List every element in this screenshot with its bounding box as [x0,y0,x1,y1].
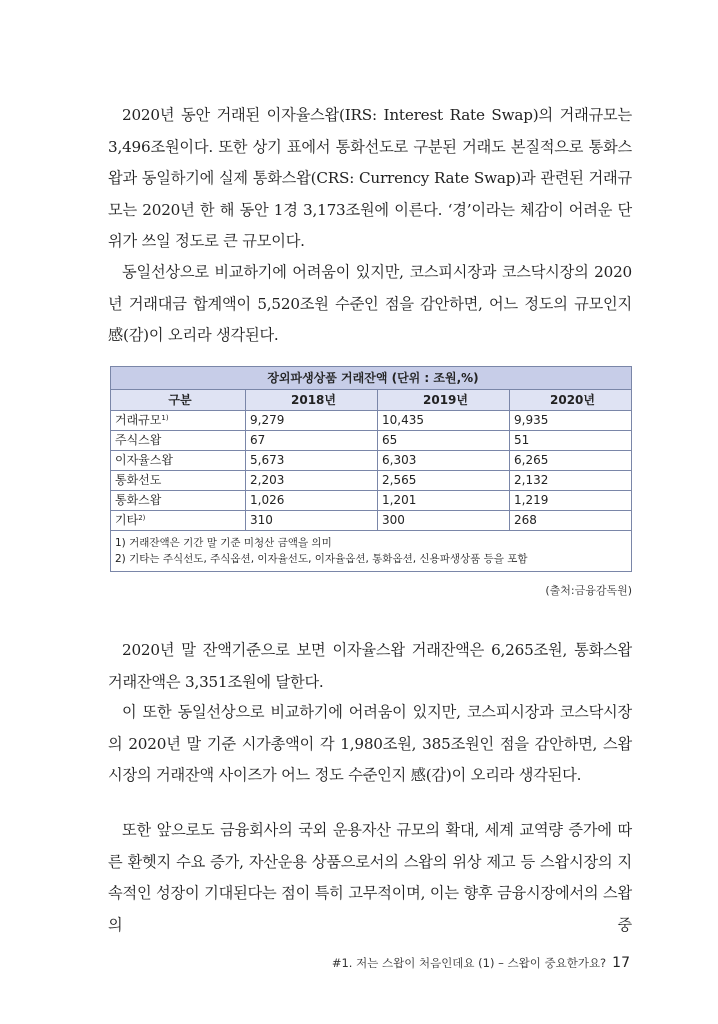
table-cell: 2,132 [510,471,632,491]
table-cell: 300 [378,511,510,531]
paragraph-2: 동일선상으로 비교하기에 어려움이 있지만, 코스피시장과 코스닥시장의 2020년 거래대금 합계액이 5,520조원 수준인 점을 감안하면, 어느 정도의 규모인지 感(감)이 오리라 생각된다. [108,263,632,344]
table-cell: 1,201 [378,491,510,511]
table-header: 2020년 [510,390,632,411]
table-header: 2018년 [246,390,378,411]
table-cell: 5,673 [246,451,378,471]
table-note: 1) 거래잔액은 기간 말 기준 미청산 금액을 의미 [115,537,332,549]
table-row [111,451,632,471]
table-cell: 6,265 [510,451,632,471]
paragraph-1: 2020년 동안 거래된 이자율스왑(IRS: Interest Rate Swap)의 거래규모는 3,496조원이다. 또한 상기 표에서 통화선도로 구분된 거래도 본질적으로 통화스왑과 동일하기에 실제 통화스왑(CRS: Currency Rate Swap)과 관련된 거래규모는 2020년 한 해 동안 1경 3,173조원에 이른다. ‘경’이라는 체감이 어려운 단위가 쓰일 정도로 큰 규모이다. [108,106,632,250]
page-number: 17 [612,955,630,971]
table-cell: 6,303 [378,451,510,471]
paragraph-5: 또한 앞으로도 금융회사의 국외 운용자산 규모의 확대, 세계 교역량 증가에 따른 환헷지 수요 증가, 자산운용 상품으로서의 스왑의 위상 제고 등 스왑시장의 지속적인 성장이 기대된다는 점이 특히 고무적이며, 이는 향후 금융시장에서의 스왑의 중 [108,821,632,934]
table-header: 2019년 [378,390,510,411]
row-label: 통화선도 [115,473,162,487]
table-row [111,471,632,491]
table-source: (출처:금융감독원) [545,584,632,597]
table-row [111,491,632,511]
footnote-mark: 1) [161,414,169,422]
table-cell: 9,935 [510,411,632,431]
table-cell: 51 [510,431,632,451]
paragraph-4: 이 또한 동일선상으로 비교하기에 어려움이 있지만, 코스피시장과 코스닥시장의 2020년 말 기준 시가총액이 각 1,980조원, 385조원인 점을 감안하면, 스왑시장의 거래잔액 사이즈가 어느 정도 수준인지 感(감)이 오리라 생각된다. [108,703,632,784]
table-row [111,431,632,451]
table-cell: 1,219 [510,491,632,511]
footnote-mark: 2) [138,514,146,522]
row-label: 기타 [115,513,139,527]
table-note: 2) 기타는 주식선도, 주식옵션, 이자율선도, 이자율옵션, 통화옵션, 신용파생상품 등을 포함 [115,553,528,565]
row-label: 주식스왑 [115,433,162,447]
paragraph-3: 2020년 말 잔액기준으로 보면 이자율스왑 거래잔액은 6,265조원, 통화스왑 거래잔액은 3,351조원에 달한다. [108,641,632,691]
table-cell: 10,435 [378,411,510,431]
table-title: 장외파생상품 거래잔액 (단위 : 조원,%) [111,367,632,390]
table-cell: 268 [510,511,632,531]
table-notes [111,531,632,572]
table-cell: 1,026 [246,491,378,511]
table-cell: 2,565 [378,471,510,491]
table-cell: 2,203 [246,471,378,491]
table-header: 구분 [111,390,246,411]
table-row [111,511,632,531]
row-label: 통화스왑 [115,493,162,507]
derivatives-balance-table [110,366,632,572]
table-cell: 9,279 [246,411,378,431]
row-label: 거래규모 [115,413,162,427]
table-cell: 310 [246,511,378,531]
page-footer [330,955,630,971]
row-label: 이자율스왑 [115,453,173,467]
table-row [111,411,632,431]
table-cell: 67 [246,431,378,451]
running-title: #1. 저는 스왑이 처음인데요 (1) – 스왑이 중요한가요? [331,956,607,970]
table-cell: 65 [378,431,510,451]
